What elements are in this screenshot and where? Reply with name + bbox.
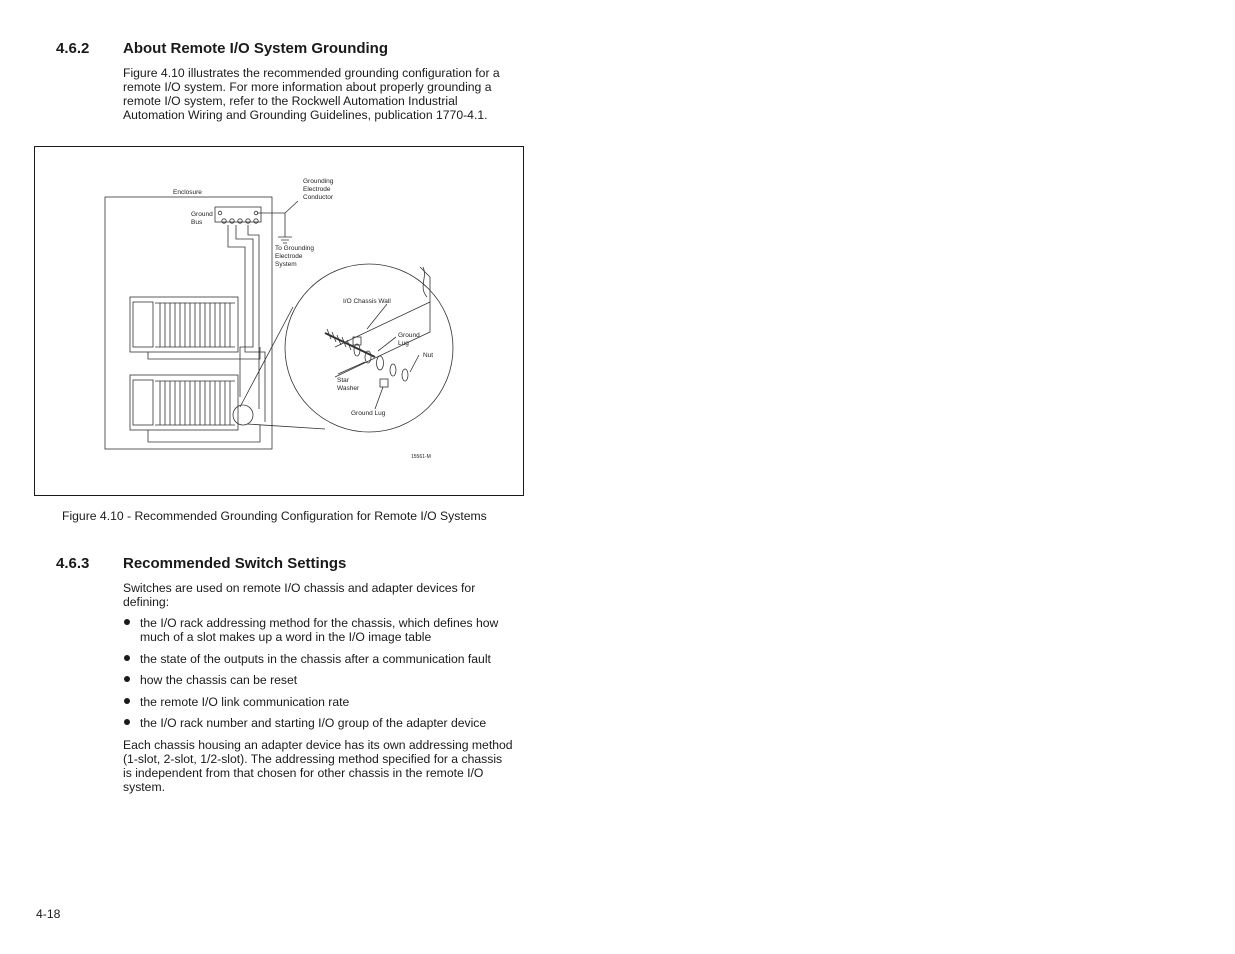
label-gec-2: Electrode xyxy=(303,186,331,193)
section-title: About Remote I/O System Grounding xyxy=(123,40,389,57)
detail-magnifier xyxy=(285,264,453,432)
label-ground-bus-1: Ground xyxy=(191,211,213,218)
list-item: the remote I/O link communication rate xyxy=(123,695,513,709)
bullet-icon xyxy=(124,698,130,704)
label-star-washer-1: Star xyxy=(337,377,349,384)
page-number: 4-18 xyxy=(36,907,61,921)
label-chassis-wall: I/O Chassis Wall xyxy=(343,298,391,305)
section-closing-paragraph: Each chassis housing an adapter device has its own addressing method (1-slot, 2-slot, 1/2-slot). The addressing method specified for a chassis is independent from that chosen for other chassis in the remote I/O system. xyxy=(123,738,513,794)
label-tges-3: System xyxy=(275,261,297,268)
label-gec-1: Grounding xyxy=(303,178,334,185)
grounding-diagram xyxy=(35,147,523,495)
label-enclosure: Enclosure xyxy=(173,189,202,196)
label-ground-lug-1: Ground xyxy=(398,332,420,339)
list-item: the I/O rack number and starting I/O group of the adapter device xyxy=(123,716,513,730)
upper-chassis xyxy=(130,297,238,352)
figure-caption: Figure 4.10 - Recommended Grounding Configuration for Remote I/O Systems xyxy=(62,509,487,523)
label-nut: Nut xyxy=(423,352,434,359)
label-ground-bus-2: Bus xyxy=(191,219,203,226)
list-item: the I/O rack addressing method for the chassis, which defines how much of a slot makes up a word in the I/O image table xyxy=(123,616,513,644)
label-tges-2: Electrode xyxy=(275,253,303,260)
bullet-icon xyxy=(124,655,130,661)
lower-chassis xyxy=(130,375,238,430)
label-ground-lug-2: Lug xyxy=(398,340,409,347)
label-figure-id: 15561-M xyxy=(411,454,431,460)
switch-settings-list xyxy=(123,616,513,738)
label-tges-1: To Grounding xyxy=(275,245,315,252)
section-number: 4.6.3 xyxy=(56,555,90,572)
section-intro-paragraph: Switches are used on remote I/O chassis and adapter devices for defining: xyxy=(123,581,476,609)
bullet-icon xyxy=(124,676,130,682)
bullet-icon xyxy=(124,619,130,625)
section-number: 4.6.2 xyxy=(56,40,90,57)
figure-4-10 xyxy=(34,146,524,496)
label-star-washer-2: Washer xyxy=(337,385,360,392)
grounding-electrode-conductor xyxy=(257,213,292,243)
section-body-paragraph: Figure 4.10 illustrates the recommended grounding configuration for a remote I/O system. For more information about properly grounding a remote I/O system, refer to the Rockwell Automation Industrial Automation Wiring and Grounding Guidelines, publication 1770-4.1. xyxy=(123,66,500,122)
label-gec-3: Conductor xyxy=(303,194,333,201)
section-title: Recommended Switch Settings xyxy=(123,555,347,572)
label-ground-lug-bottom: Ground Lug xyxy=(351,410,386,417)
list-item: how the chassis can be reset xyxy=(123,673,513,687)
bullet-icon xyxy=(124,719,130,725)
list-item: the state of the outputs in the chassis after a communication fault xyxy=(123,652,513,666)
